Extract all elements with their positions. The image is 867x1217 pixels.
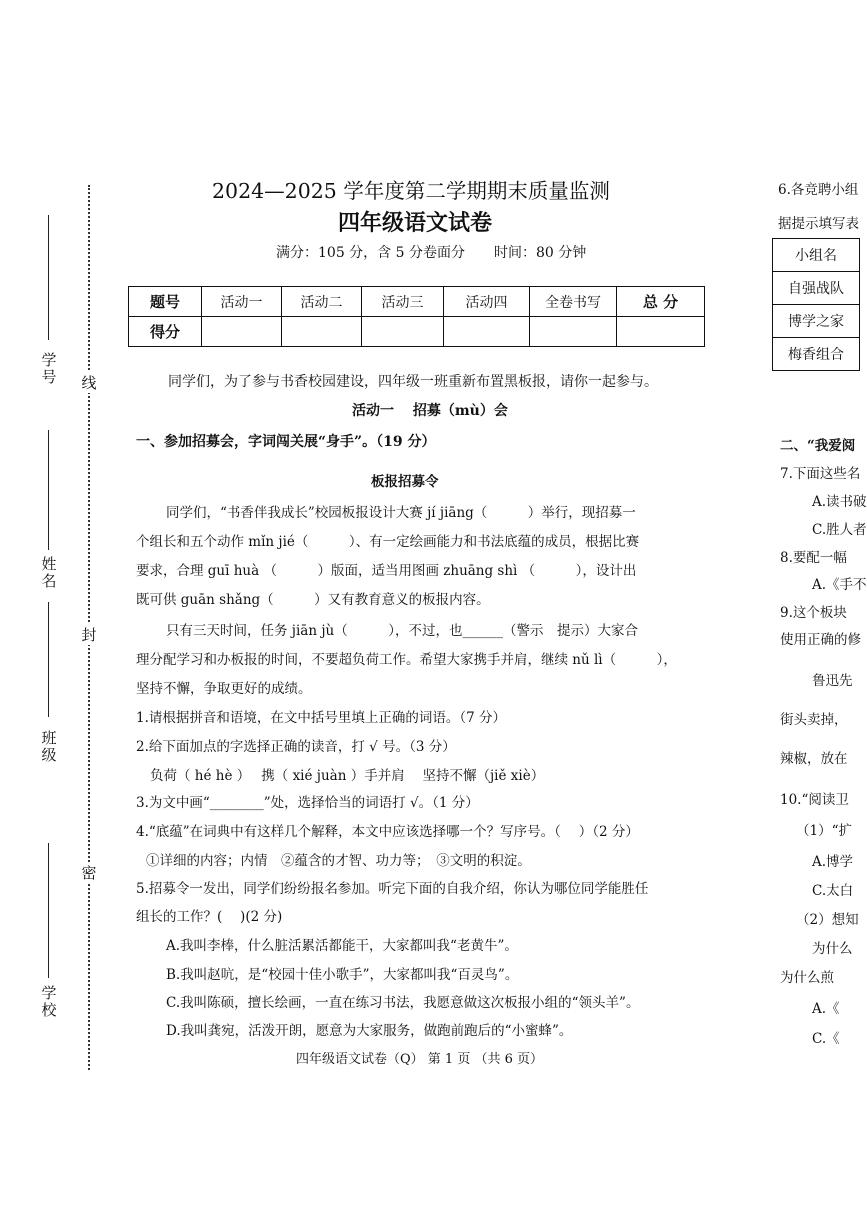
notice-line: 只有三天时间，任务 jiān jù（ ），不过，也______（警示 提示）大家合: [166, 623, 638, 639]
question-5-cont: 组长的工作？( )(2 分): [136, 909, 283, 925]
bind-mark-secret: 密: [81, 864, 97, 882]
score-header-cell: 活动一: [202, 287, 282, 317]
notice-line: 要求，合理 guī huà （ ）版面，适当用图画 zhuāng shì （ ），设计出: [136, 563, 637, 579]
next-table-cell: 博学之家: [773, 305, 860, 338]
next-q6-cont: 据提示填写表: [778, 216, 859, 232]
next-q10-1a: A.博学: [812, 854, 854, 870]
score-header-cell: 活动三: [362, 287, 444, 317]
next-q10-1c: C.太白: [812, 883, 854, 899]
notice-line: 既可供 guān shǎng（ ）又有教育意义的板报内容。: [136, 592, 490, 608]
notice-line: 个组长和五个动作 mǐn jié（ ）、有一定绘画能力和书法底蕴的成员，根据比赛: [136, 534, 640, 550]
name-label: 姓名: [41, 555, 57, 590]
next-q9-b: 使用正确的修: [780, 632, 861, 648]
next-section2: 二、“我爱阅: [780, 438, 856, 454]
next-q10-2b: 为什么: [812, 941, 853, 957]
next-q7-c: C.胜人者: [812, 522, 867, 538]
next-q10-2: （2）想知: [796, 912, 859, 928]
next-q10: 10.“阅读卫: [780, 792, 849, 808]
school-label: 学校: [41, 984, 57, 1019]
question-2: 2.给下面加点的字选择正确的读音，打 √ 号。（3 分）: [136, 739, 456, 755]
next-group-table: [772, 238, 860, 371]
school-line: [48, 843, 49, 978]
exam-subtitle: 四年级语文试卷: [338, 210, 493, 236]
question-5-option[interactable]: D.我叫龚宛，活泼开朗，愿意为大家服务，做跑前跑后的“小蜜蜂”。: [166, 1023, 573, 1039]
question-3: 3.为文中画“________”处，选择恰当的词语打 √。（1 分）: [136, 795, 479, 811]
student-id-line: [48, 215, 49, 340]
notice-line: 理分配学习和办板报的时间，不要超负荷工作。希望大家携手并肩，继续 nǔ lì（ ），: [136, 652, 677, 668]
next-q8: 8.要配一幅: [780, 550, 847, 566]
next-q6: 6.各竞聘小组: [778, 182, 859, 198]
score-header-cell: 题号: [129, 287, 202, 317]
next-q7: 7.下面这些名: [780, 466, 861, 482]
next-table-cell: 自强战队: [773, 272, 860, 305]
question-4-options: ①详细的内容；内情 ②蕴含的才智、功力等； ③文明的积淀。: [146, 853, 531, 869]
score-cell[interactable]: [202, 317, 282, 347]
next-q10-2c: 为什么煎: [780, 970, 834, 986]
next-q7-a: A.读书破: [812, 494, 867, 510]
question-5-option[interactable]: B.我叫赵吭，是“校园十佳小歌手”，大家都叫我“百灵鸟”。: [166, 967, 519, 983]
score-header-cell: 全卷书写: [530, 287, 617, 317]
next-table-cell: 小组名: [773, 239, 860, 272]
score-table: [128, 286, 705, 347]
next-q9-d: 街头卖掉，: [780, 712, 848, 728]
full-score: 满分：105 分，含 5 分卷面分: [276, 245, 465, 261]
question-5: 5.招募令一发出，同学们纷纷报名参加。听完下面的自我介绍，你认为哪位同学能胜任: [136, 881, 649, 897]
notice-line: 坚持不懈，争取更好的成绩。: [136, 681, 312, 697]
score-cell[interactable]: [362, 317, 444, 347]
class-line: [48, 602, 49, 717]
next-table-cell: 梅香组合: [773, 338, 860, 371]
next-q10-1: （1）“扩: [796, 823, 852, 839]
bind-mark-seal: 封: [81, 626, 97, 644]
question-5-option[interactable]: C.我叫陈硕，擅长绘画，一直在练习书法，我愿意做这次板报小组的“领头羊”。: [166, 995, 640, 1011]
activity1-title: 活动一 招募（mù）会: [352, 403, 508, 419]
score-header-cell: 总 分: [617, 287, 705, 317]
score-header-cell: 活动四: [444, 287, 530, 317]
class-label: 班级: [41, 729, 57, 764]
score-cell[interactable]: [444, 317, 530, 347]
intro-text: 同学们，为了参与书香校园建设，四年级一班重新布置黑板报，请你一起参与。: [168, 374, 658, 390]
score-cell[interactable]: [282, 317, 362, 347]
exam-time: 时间：80 分钟: [494, 245, 587, 261]
question-2-options[interactable]: 负荷（ hé hè ） 携（ xié juàn ）手并肩 坚持不懈（jiě xiè）: [150, 768, 545, 784]
question-1: 1.请根据拼音和语境，在文中括号里填上正确的词语。（7 分）: [136, 710, 507, 726]
page-footer: 四年级语文试卷（Q） 第 1 页 （共 6 页）: [296, 1052, 543, 1067]
next-q9-e: 辣椒，放在: [780, 751, 848, 767]
question-4: 4.“底蕴”在词典中有这样几个解释，本文中应该选择哪一个？写序号。（ ）（2 分）: [136, 824, 639, 840]
score-cell[interactable]: [530, 317, 617, 347]
next-q9-c: 鲁迅先: [812, 673, 853, 689]
next-q10-2d: A.《: [812, 1001, 840, 1017]
score-header-cell: 活动二: [282, 287, 362, 317]
score-row-label: 得分: [129, 317, 202, 347]
exam-title: 2024—2025 学年度第二学期期末质量监测: [212, 179, 610, 203]
next-q9: 9.这个板块: [780, 605, 847, 621]
next-q10-2e: C.《: [812, 1031, 840, 1047]
section1-heading: 一、参加招募会，字词闯关展“身手”。（19 分）: [136, 434, 436, 450]
bind-mark-line: 线: [81, 374, 97, 392]
student-id-label: 学号: [41, 351, 57, 386]
next-q8-a: A.《手不: [812, 577, 867, 593]
question-5-option[interactable]: A.我叫李棒，什么脏活累活都能干，大家都叫我“老黄牛”。: [166, 938, 518, 954]
score-cell[interactable]: [617, 317, 705, 347]
notice-line: 同学们，“书香伴我成长”校园板报设计大赛 jí jiāng（ ）举行，现招募一: [166, 505, 636, 521]
name-line: [48, 430, 49, 550]
notice-title: 板报招募令: [371, 474, 439, 490]
